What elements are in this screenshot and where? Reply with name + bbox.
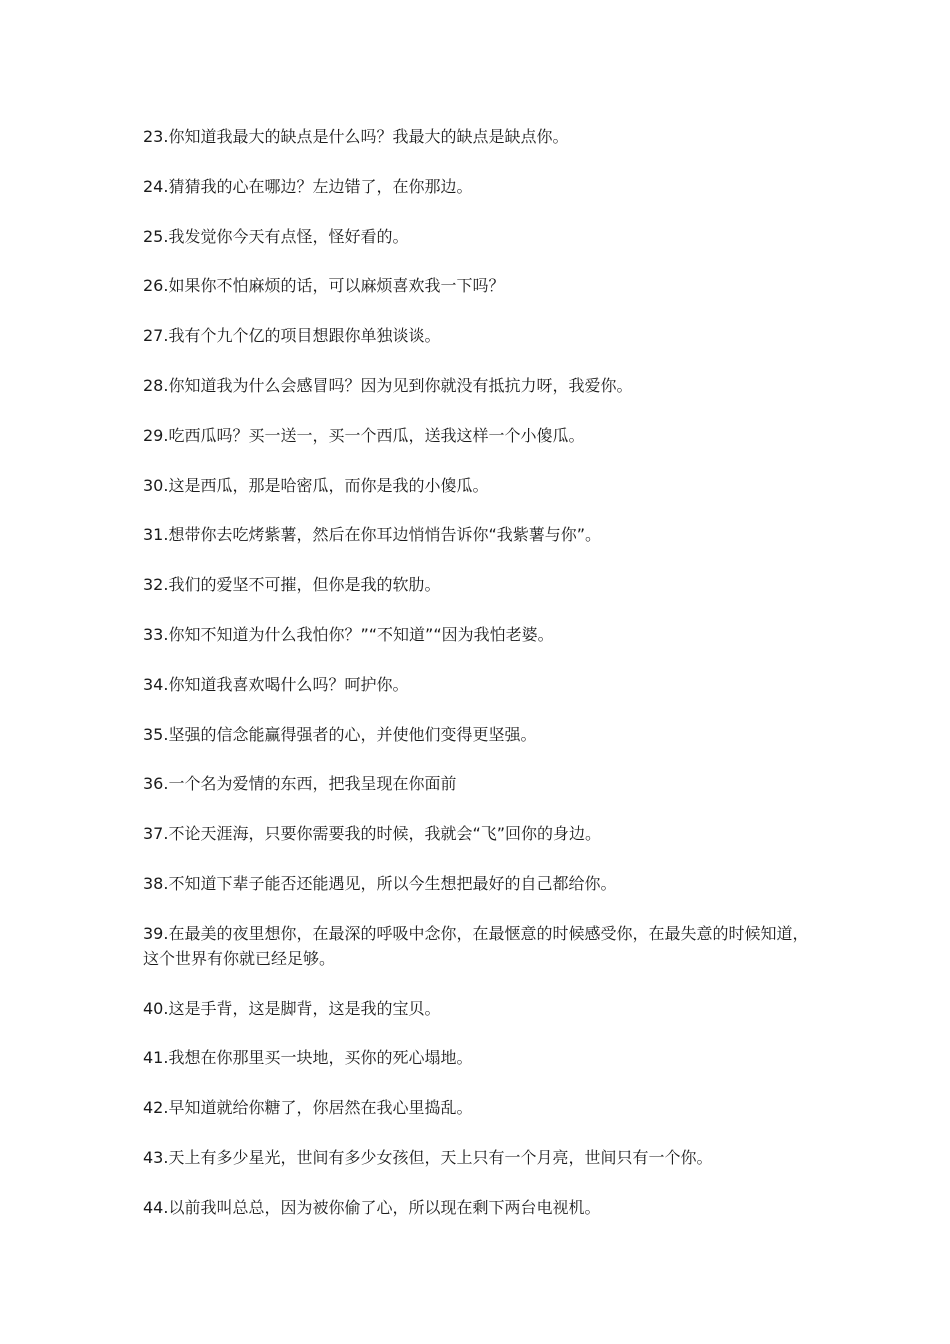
text-line: 36.一个名为爱情的东西，把我呈现在你面前 xyxy=(143,774,457,794)
text-line: 24.猜猜我的心在哪边？左边错了，在你那边。 xyxy=(143,176,473,196)
text-line: 32.我们的爱坚不可摧，但你是我的软肋。 xyxy=(143,575,441,595)
text-line: 43.天上有多少星光，世间有多少女孩但，天上只有一个月亮，世间只有一个你。 xyxy=(143,1147,713,1167)
text-line: 39.在最美的夜里想你，在最深的呼吸中念你，在最惬意的时候感受你，在最失意的时候知道，这个世界有你就已经足够。 xyxy=(143,923,809,968)
text-line: 38.不知道下辈子能否还能遇见，所以今生想把最好的自己都给你。 xyxy=(143,873,617,893)
text-line: 31.想带你去吃烤紫薯，然后在你耳边悄悄告诉你“我紫薯与你”。 xyxy=(143,525,602,545)
text-line: 44.以前我叫总总，因为被你偷了心，所以现在剩下两台电视机。 xyxy=(143,1197,601,1217)
text-line: 34.你知道我喜欢喝什么吗？呵护你。 xyxy=(143,674,409,694)
text-line: 28.你知道我为什么会感冒吗？因为见到你就没有抵抗力呀，我爱你。 xyxy=(143,375,633,395)
text-line: 25.我发觉你今天有点怪，怪好看的。 xyxy=(143,226,409,246)
text-line: 23.你知道我最大的缺点是什么吗？我最大的缺点是缺点你。 xyxy=(143,127,569,146)
text-line: 27.我有个九个亿的项目想跟你单独谈谈。 xyxy=(143,326,441,346)
text-line: 40.这是手背，这是脚背，这是我的宝贝。 xyxy=(143,998,441,1018)
text-line: 42.早知道就给你糖了，你居然在我心里捣乱。 xyxy=(143,1098,473,1118)
text-line: 41.我想在你那里买一块地，买你的死心塌地。 xyxy=(143,1048,473,1068)
text-line: 33.你知不知道为什么我怕你？”“不知道”“因为我怕老婆。 xyxy=(143,624,554,644)
document-body xyxy=(143,124,811,1245)
text-line: 26.如果你不怕麻烦的话，可以麻烦喜欢我一下吗？ xyxy=(143,276,505,296)
text-line: 30.这是西瓜，那是哈密瓜，而你是我的小傻瓜。 xyxy=(143,475,489,495)
text-line: 29.吃西瓜吗？买一送一，买一个西瓜，送我这样一个小傻瓜。 xyxy=(143,425,585,445)
text-line: 35.坚强的信念能赢得强者的心，并使他们变得更坚强。 xyxy=(143,724,537,744)
text-line: 37.不论天涯海，只要你需要我的时候，我就会“飞”回你的身边。 xyxy=(143,824,602,844)
